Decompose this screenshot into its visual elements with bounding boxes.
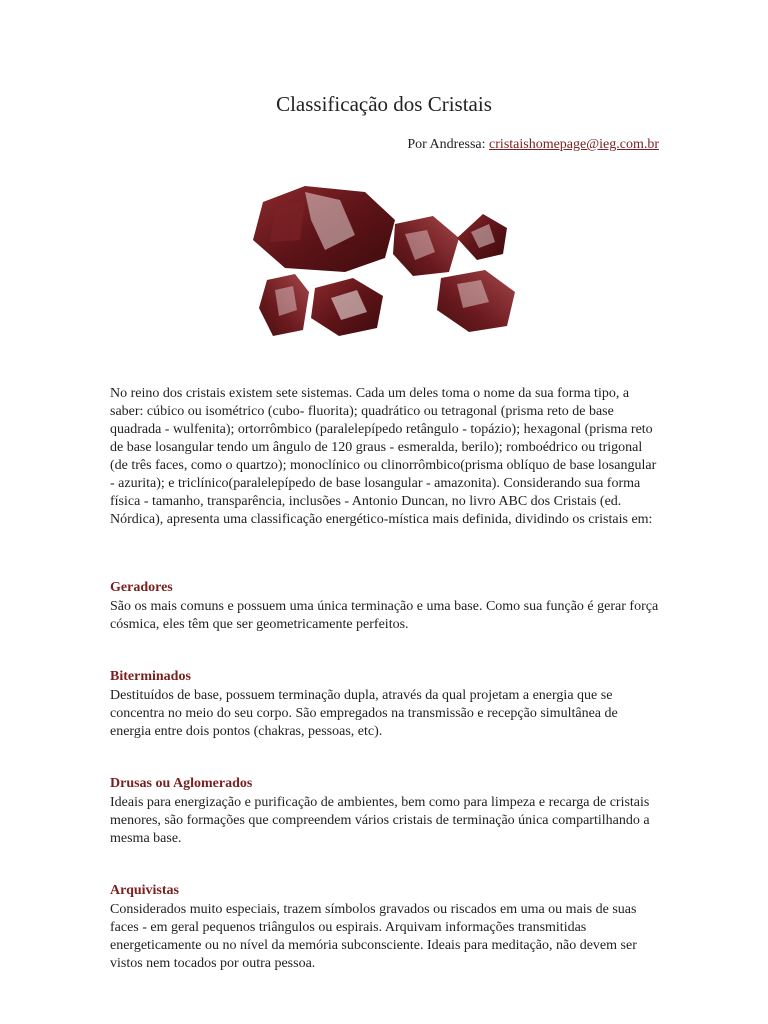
author-email-link[interactable]: cristaishomepage@ieg.com.br — [489, 137, 659, 152]
page-title: Classificação dos Cristais — [276, 92, 492, 116]
byline — [407, 137, 659, 153]
section-text-drusas: Ideais para energização e purificação de ambientes, bem como para limpeza e recarga de cristais menores, são formações que compreendem vários cristais de terminação única compartilhando a mesma base. — [110, 795, 650, 846]
section-heading-biterminados: Biterminados — [110, 669, 191, 684]
intro-paragraph: No reino dos cristais existem sete sistemas. Cada um deles toma o nome da sua forma tipo, a saber: cúbico ou isométrico (cubo- fluorita); quadrático ou tetragonal (prisma reto de base quadrada - wulfenita); ortorrômbico (paralelepípedo retângulo - topázio); hexagonal (prisma reto de base losangular tendo um ângulo de 120 graus - esmeralda, berilo); romboédrico ou trigonal (de três faces, como o quartzo); monoclínico ou clinorrômbico(prisma oblíquo de base losangular - azurita); e triclínico(paralelepípedo de base losangular - amazonita). Considerando sua forma física - tamanho, transparência, inclusões - Antonio Duncan, no livro ABC dos Cristais (ed. Nórdica), apresenta uma classificação energético-mística mais definida, dividindo os cristais em: — [110, 386, 657, 527]
section-heading-drusas: Drusas ou Aglomerados — [110, 776, 253, 791]
section-heading-geradores: Geradores — [110, 580, 173, 595]
section-text-arquivistas: Considerados muito especiais, trazem símbolos gravados ou riscados em uma ou mais de suas faces - em geral pequenos triângulos ou espirais. Arquivam informações transmitidas energeticamente ou no nível da memória subconsciente. Ideais para meditação, não devem ser vistos nem tocados por outra pessoa. — [110, 902, 637, 971]
crystals-image — [245, 180, 525, 340]
byline-prefix: Por Andressa: — [407, 137, 486, 152]
section-heading-arquivistas: Arquivistas — [110, 883, 179, 898]
section-text-biterminados: Destituídos de base, possuem terminação dupla, através da qual projetam a energia que se concentra no meio do seu corpo. São empregados na transmissão e recepção simultânea de energia entre dois pontos (chakras, pessoas, etc). — [110, 688, 618, 739]
section-text-geradores: São os mais comuns e possuem uma única terminação e uma base. Como sua função é gerar força cósmica, eles têm que ser geometricamente perfeitos. — [110, 599, 659, 632]
